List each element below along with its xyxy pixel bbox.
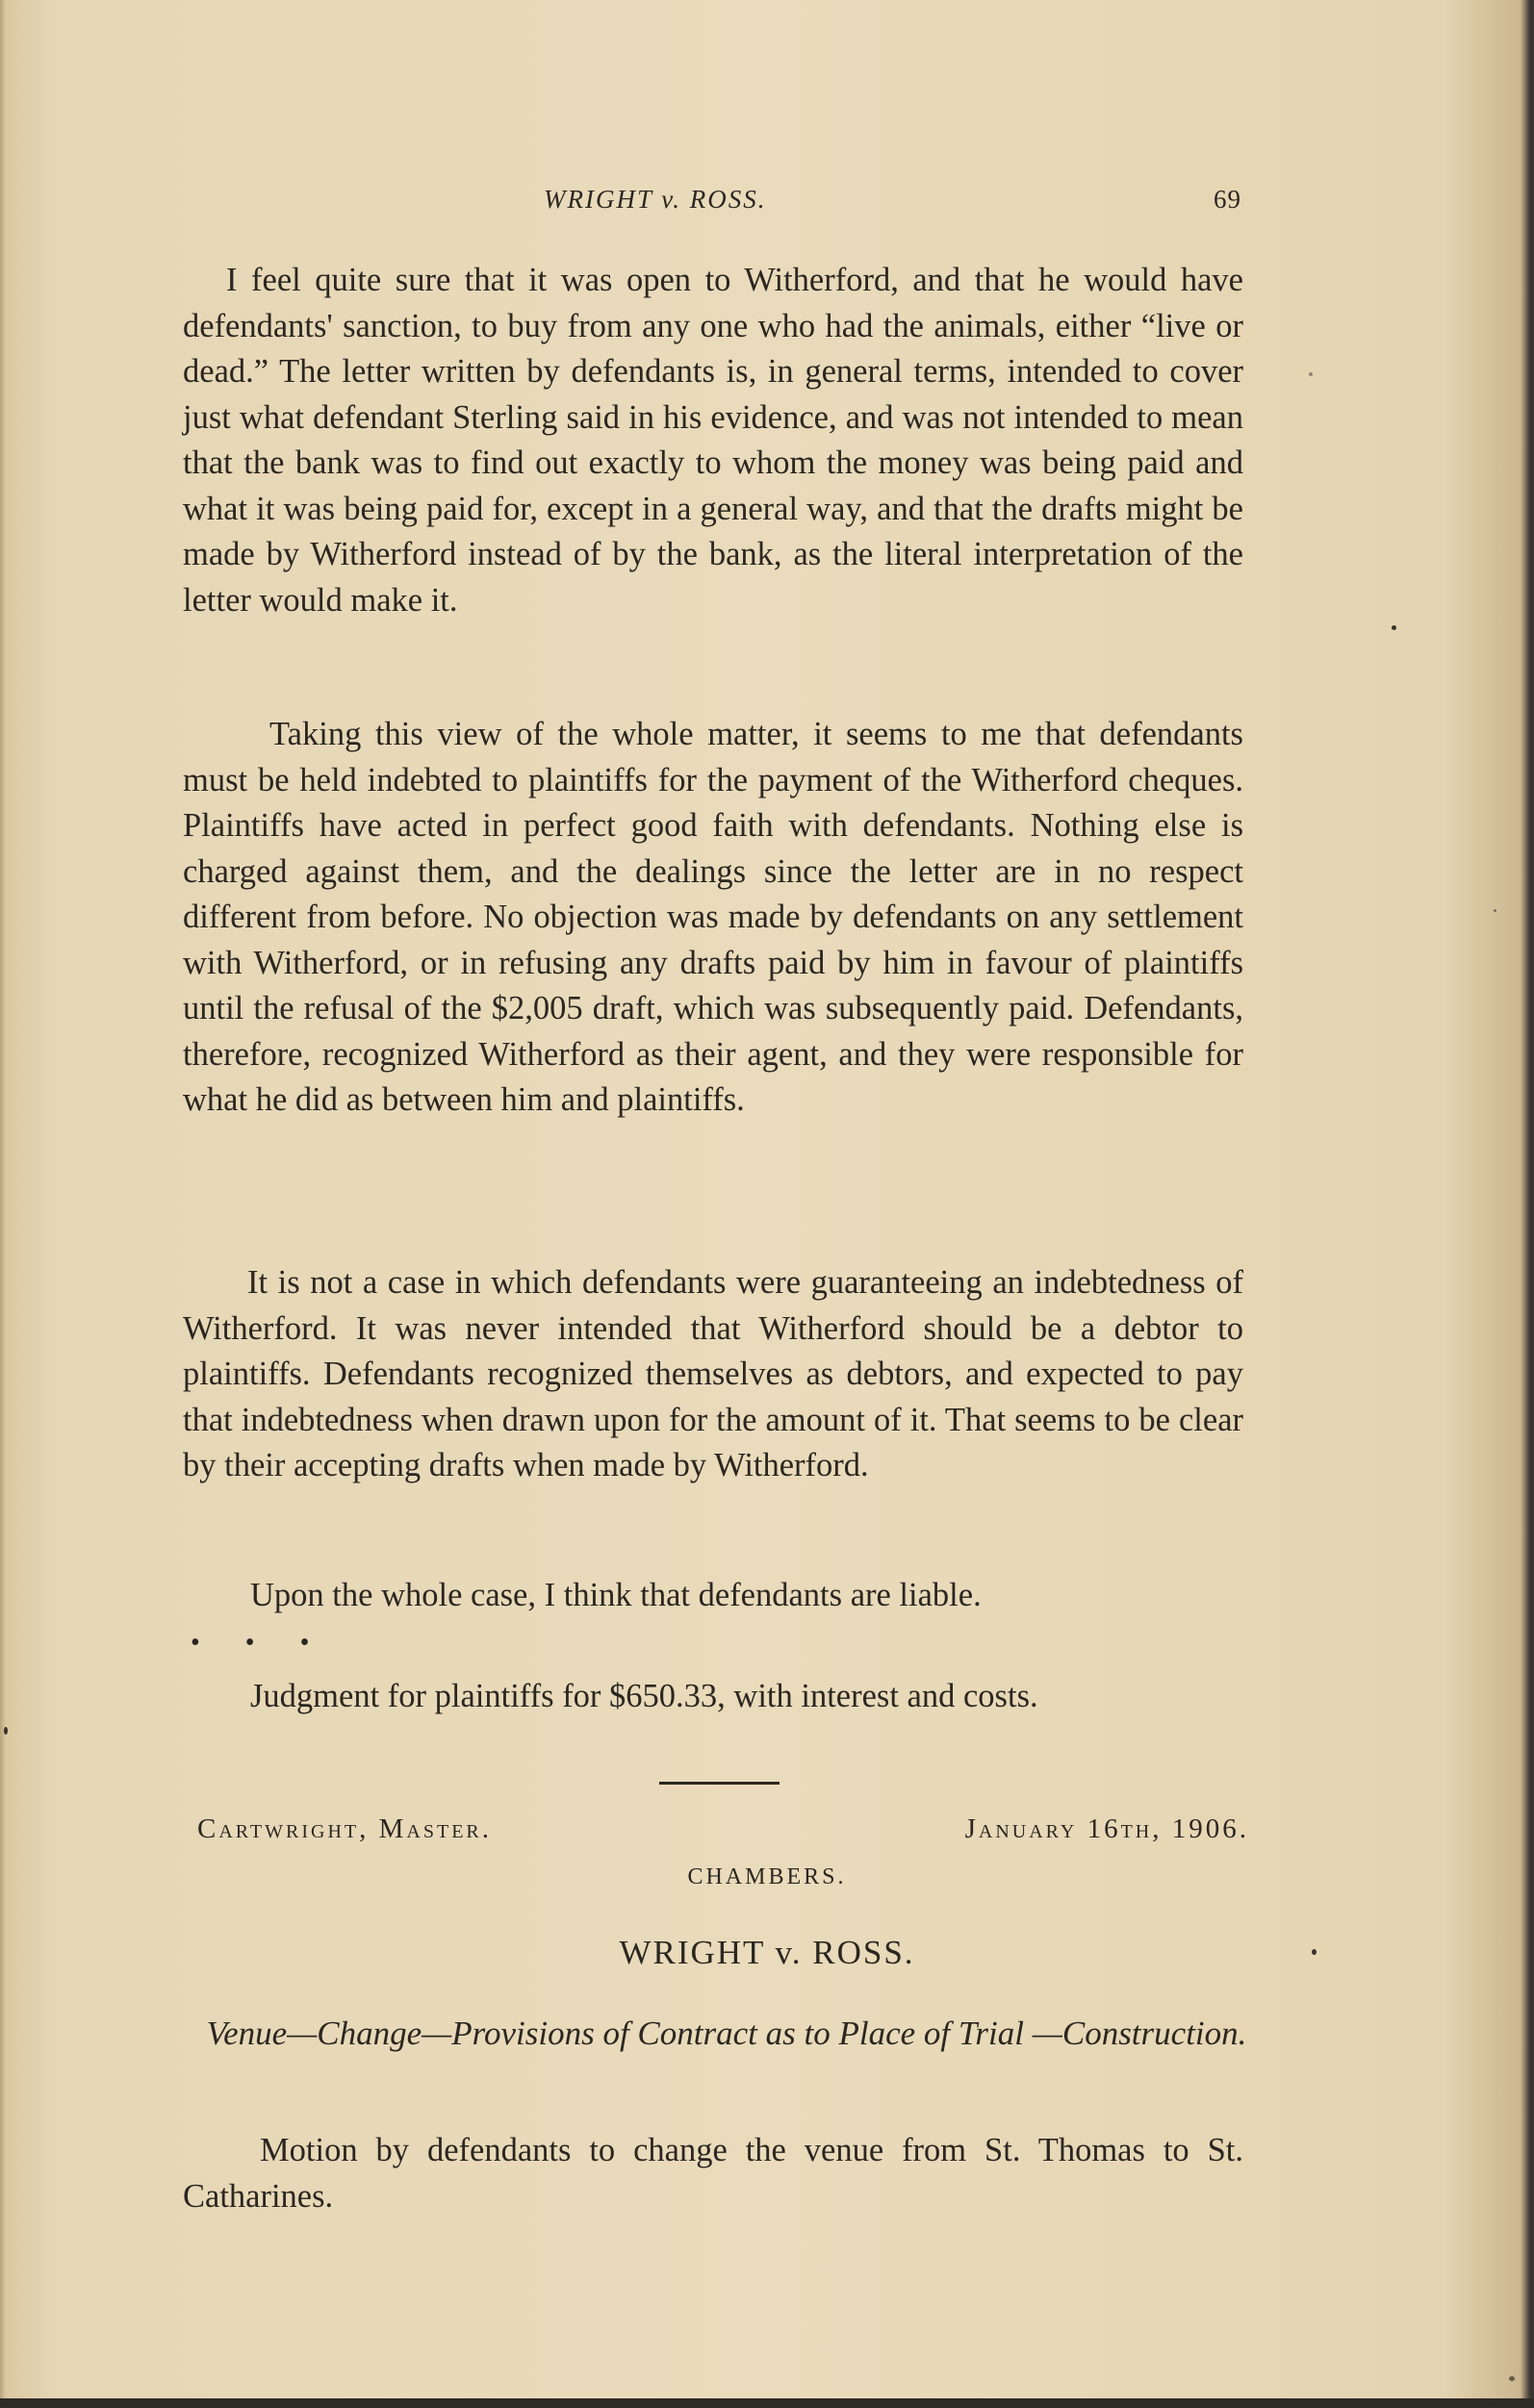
body-paragraph-1: I feel quite sure that it was open to Witherford, and that he would have defendants' sanction, to buy from any one who had the animals, either “live or dead.” The letter written by defendants is, in general terms, intended to cover just what defendant Sterling said in his evidence, and was not intended to mean that the bank was to find out exactly to whom the money was being paid and what it was being paid for, except in a general way, and that the drafts might be made by Witherford instead of by the bank, as the literal interpretation of the letter would make it. (183, 262, 1243, 619)
page-number: 69 (1214, 185, 1241, 214)
page-bottom-edge (0, 2398, 1534, 2408)
paper-speck (1309, 372, 1313, 376)
section-divider (659, 1782, 780, 1785)
court-name: CHAMBERS. (687, 1864, 847, 1889)
running-title: WRIGHT v. ROSS. (544, 185, 767, 214)
paper-speck (1392, 625, 1396, 630)
body-paragraph-2: Taking this view of the whole matter, it seems to me that defendants must be held indebted to plaintiffs for the payment of the Witherford cheques. Plaintiffs have acted in perfect good faith with defendants. Nothing else is charged against them, and the dealings since the letter are in no respect different from before. No objection was made by defendants on any settlement with Witherford, or in refusing any drafts paid by him in favour of plaintiffs until the refusal of the $2,005 draft, which was subsequently paid. Defendants, therefore, recognized Witherford as their agent, and they were responsible for what he did as between him and plaintiffs. (183, 716, 1243, 1118)
case-headnote: Venue—Change—Provisions of Contract as to Place of Trial —Construction. (206, 2015, 1247, 2052)
body-paragraph-3: It is not a case in which defendants were guaranteeing an indebtedness of Witherford. It was never intended that Witherford should be a debtor to plaintiffs. Defendants recognized themselves as debtors, and expected to pay that indebtedness when drawn upon for the amount of it. That seems to be clear by their accepting drafts when made by Witherford. (183, 1264, 1243, 1483)
paper-speck (4, 1727, 8, 1735)
page-gutter-shadow (0, 0, 6, 2408)
omission-dots: • • • (191, 1628, 329, 1658)
paper-speck (1312, 1949, 1317, 1955)
judgment-date: January 16th, 1906. (964, 1813, 1249, 1844)
running-head (183, 185, 1241, 223)
judgment-paragraph: Judgment for plaintiffs for $650.33, with interest and costs. (250, 1678, 1038, 1714)
body-paragraph-4: Upon the whole case, I think that defendants are liable. (250, 1577, 982, 1613)
paper-speck (1494, 909, 1496, 912)
case-title: WRIGHT v. ROSS. (619, 1934, 915, 1971)
judge-name: Cartwright, Master. (197, 1813, 492, 1844)
paper-speck (1509, 2376, 1515, 2381)
motion-paragraph: Motion by defendants to change the venue from St. Thomas to St. Catharines. (183, 2132, 1243, 2215)
